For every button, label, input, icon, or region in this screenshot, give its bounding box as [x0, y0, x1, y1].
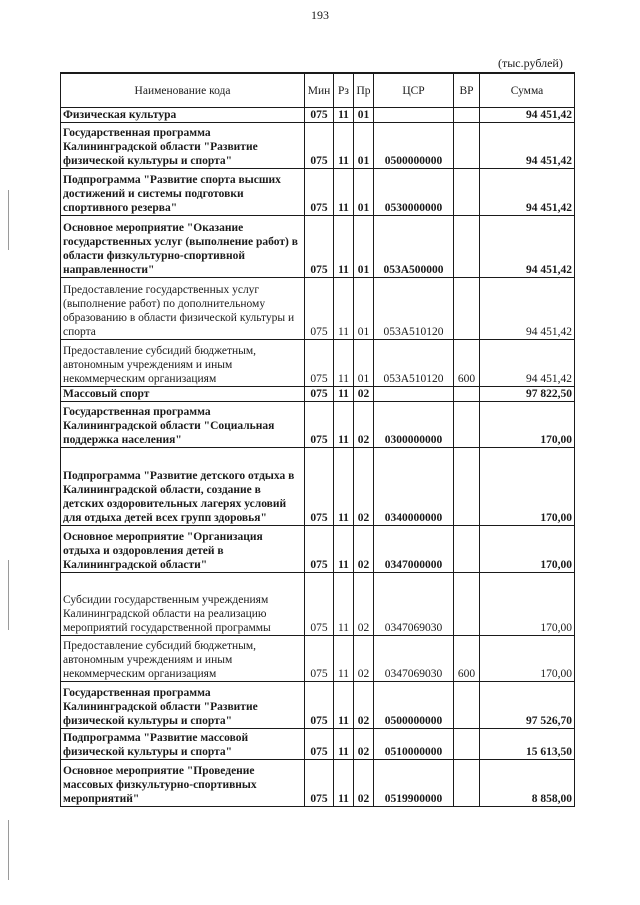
- cell-csr: 0530000000: [374, 169, 454, 216]
- cell-min: 075: [305, 387, 334, 402]
- cell-pr: 02: [354, 526, 374, 573]
- header-sum: Сумма: [480, 73, 575, 108]
- cell-rz: 11: [334, 526, 354, 573]
- cell-vr: [454, 169, 480, 216]
- cell-min: 075: [305, 123, 334, 169]
- cell-min: 075: [305, 402, 334, 448]
- cell-rz: 11: [334, 448, 354, 526]
- table-row: [61, 682, 575, 729]
- cell-min: 075: [305, 636, 334, 682]
- cell-pr: 01: [354, 123, 374, 169]
- cell-sum: 94 451,42: [480, 108, 575, 123]
- cell-vr: [454, 573, 480, 636]
- cell-sum: 170,00: [480, 448, 575, 526]
- cell-vr: [454, 526, 480, 573]
- cell-csr: [374, 108, 454, 123]
- cell-pr: 02: [354, 573, 374, 636]
- cell-csr: 0500000000: [374, 682, 454, 729]
- cell-rz: 11: [334, 278, 354, 340]
- cell-min: 075: [305, 216, 334, 278]
- table-row: [61, 402, 575, 448]
- cell-min: 075: [305, 448, 334, 526]
- cell-pr: 02: [354, 402, 374, 448]
- cell-pr: 02: [354, 636, 374, 682]
- table-row: [61, 108, 575, 123]
- cell-sum: 94 451,42: [480, 216, 575, 278]
- cell-name: Предоставление субсидий бюджетным, автономным учреждениям и иным некоммерческим организациям: [61, 636, 305, 682]
- cell-name: Основное мероприятие "Организация отдыха и оздоровления детей в Калининградской области": [61, 526, 305, 573]
- header-csr: ЦСР: [374, 73, 454, 108]
- cell-vr: [454, 387, 480, 402]
- cell-min: 075: [305, 573, 334, 636]
- scan-margin-mark: [8, 560, 9, 630]
- cell-vr: [454, 448, 480, 526]
- cell-vr: [454, 123, 480, 169]
- cell-min: 075: [305, 729, 334, 760]
- cell-csr: 0519900000: [374, 760, 454, 807]
- cell-csr: 0340000000: [374, 448, 454, 526]
- cell-csr: 0347069030: [374, 636, 454, 682]
- cell-sum: 170,00: [480, 526, 575, 573]
- header-rz: Рз: [334, 73, 354, 108]
- scan-margin-mark: [8, 820, 9, 880]
- cell-pr: 01: [354, 108, 374, 123]
- cell-vr: [454, 108, 480, 123]
- header-pr: Пр: [354, 73, 374, 108]
- cell-vr: [454, 402, 480, 448]
- cell-name: Предоставление субсидий бюджетным, автономным учреждениям и иным некоммерческим организациям: [61, 340, 305, 387]
- cell-sum: 97 526,70: [480, 682, 575, 729]
- cell-pr: 02: [354, 682, 374, 729]
- cell-sum: 170,00: [480, 402, 575, 448]
- cell-min: 075: [305, 278, 334, 340]
- table-row: [61, 760, 575, 807]
- cell-min: 075: [305, 108, 334, 123]
- table-row: [61, 387, 575, 402]
- cell-rz: 11: [334, 402, 354, 448]
- cell-sum: 94 451,42: [480, 278, 575, 340]
- cell-name: Подпрограмма "Развитие массовой физической культуры и спорта": [61, 729, 305, 760]
- table-row: [61, 123, 575, 169]
- cell-rz: 11: [334, 387, 354, 402]
- cell-pr: 02: [354, 448, 374, 526]
- header-name: Наименование кода: [61, 73, 305, 108]
- cell-vr: [454, 278, 480, 340]
- cell-name: Подпрограмма "Развитие детского отдыха в Калининградской области, создание в детских оздоровительных лагерях условий для отдыха детей всех групп здоровья": [61, 448, 305, 526]
- cell-csr: 0510000000: [374, 729, 454, 760]
- cell-sum: 94 451,42: [480, 340, 575, 387]
- cell-vr: [454, 682, 480, 729]
- table-row: [61, 526, 575, 573]
- table-row: [61, 729, 575, 760]
- cell-csr: 0347069030: [374, 573, 454, 636]
- cell-sum: 97 822,50: [480, 387, 575, 402]
- cell-pr: 01: [354, 278, 374, 340]
- table-row: [61, 216, 575, 278]
- cell-sum: 15 613,50: [480, 729, 575, 760]
- cell-csr: 0347000000: [374, 526, 454, 573]
- cell-rz: 11: [334, 682, 354, 729]
- table-row: [61, 340, 575, 387]
- cell-rz: 11: [334, 573, 354, 636]
- cell-pr: 01: [354, 169, 374, 216]
- cell-name: Государственная программа Калининградской области "Развитие физической культуры и спорта": [61, 682, 305, 729]
- cell-min: 075: [305, 526, 334, 573]
- cell-sum: 8 858,00: [480, 760, 575, 807]
- header-min: Мин: [305, 73, 334, 108]
- cell-pr: 02: [354, 387, 374, 402]
- units-label: (тыс.рублей): [498, 56, 563, 70]
- cell-csr: 0300000000: [374, 402, 454, 448]
- cell-rz: 11: [334, 760, 354, 807]
- table-header-row: [61, 73, 575, 108]
- cell-pr: 01: [354, 340, 374, 387]
- cell-name: Государственная программа Калининградской области "Развитие физической культуры и спорта": [61, 123, 305, 169]
- cell-rz: 11: [334, 636, 354, 682]
- cell-vr: [454, 760, 480, 807]
- cell-pr: 02: [354, 729, 374, 760]
- cell-pr: 02: [354, 760, 374, 807]
- cell-name: Государственная программа Калининградской области "Социальная поддержка населения": [61, 402, 305, 448]
- cell-csr: 053А510120: [374, 278, 454, 340]
- cell-vr: [454, 216, 480, 278]
- cell-name: Предоставление государственных услуг (выполнение работ) по дополнительному образованию в области физической культуры и спорта: [61, 278, 305, 340]
- page-number: 193: [311, 8, 329, 22]
- cell-min: 075: [305, 760, 334, 807]
- cell-vr: 600: [454, 636, 480, 682]
- cell-min: 075: [305, 169, 334, 216]
- budget-table: [60, 72, 575, 807]
- table-row: [61, 169, 575, 216]
- cell-sum: 94 451,42: [480, 169, 575, 216]
- cell-vr: [454, 729, 480, 760]
- cell-sum: 170,00: [480, 573, 575, 636]
- header-vr: ВР: [454, 73, 480, 108]
- table-row: [61, 448, 575, 526]
- cell-rz: 11: [334, 123, 354, 169]
- cell-name: Основное мероприятие "Оказание государственных услуг (выполнение работ) в области физкультурно-спортивной направленности": [61, 216, 305, 278]
- cell-name: Основное мероприятие "Проведение массовых физкультурно-спортивных мероприятий": [61, 760, 305, 807]
- cell-csr: 0500000000: [374, 123, 454, 169]
- cell-sum: 170,00: [480, 636, 575, 682]
- cell-rz: 11: [334, 729, 354, 760]
- cell-pr: 01: [354, 216, 374, 278]
- cell-rz: 11: [334, 108, 354, 123]
- table-row: [61, 573, 575, 636]
- cell-sum: 94 451,42: [480, 123, 575, 169]
- cell-name: Субсидии государственным учреждениям Калининградской области на реализацию мероприятий государственной программы: [61, 573, 305, 636]
- cell-csr: [374, 387, 454, 402]
- cell-rz: 11: [334, 169, 354, 216]
- cell-name: Массовый спорт: [61, 387, 305, 402]
- scan-margin-mark: [8, 190, 9, 250]
- table-row: [61, 278, 575, 340]
- cell-name: Физическая культура: [61, 108, 305, 123]
- cell-name: Подпрограмма "Развитие спорта высших достижений и системы подготовки спортивного резерва": [61, 169, 305, 216]
- cell-min: 075: [305, 340, 334, 387]
- table-row: [61, 636, 575, 682]
- cell-csr: 053А500000: [374, 216, 454, 278]
- cell-rz: 11: [334, 216, 354, 278]
- cell-csr: 053А510120: [374, 340, 454, 387]
- cell-min: 075: [305, 682, 334, 729]
- cell-rz: 11: [334, 340, 354, 387]
- cell-vr: 600: [454, 340, 480, 387]
